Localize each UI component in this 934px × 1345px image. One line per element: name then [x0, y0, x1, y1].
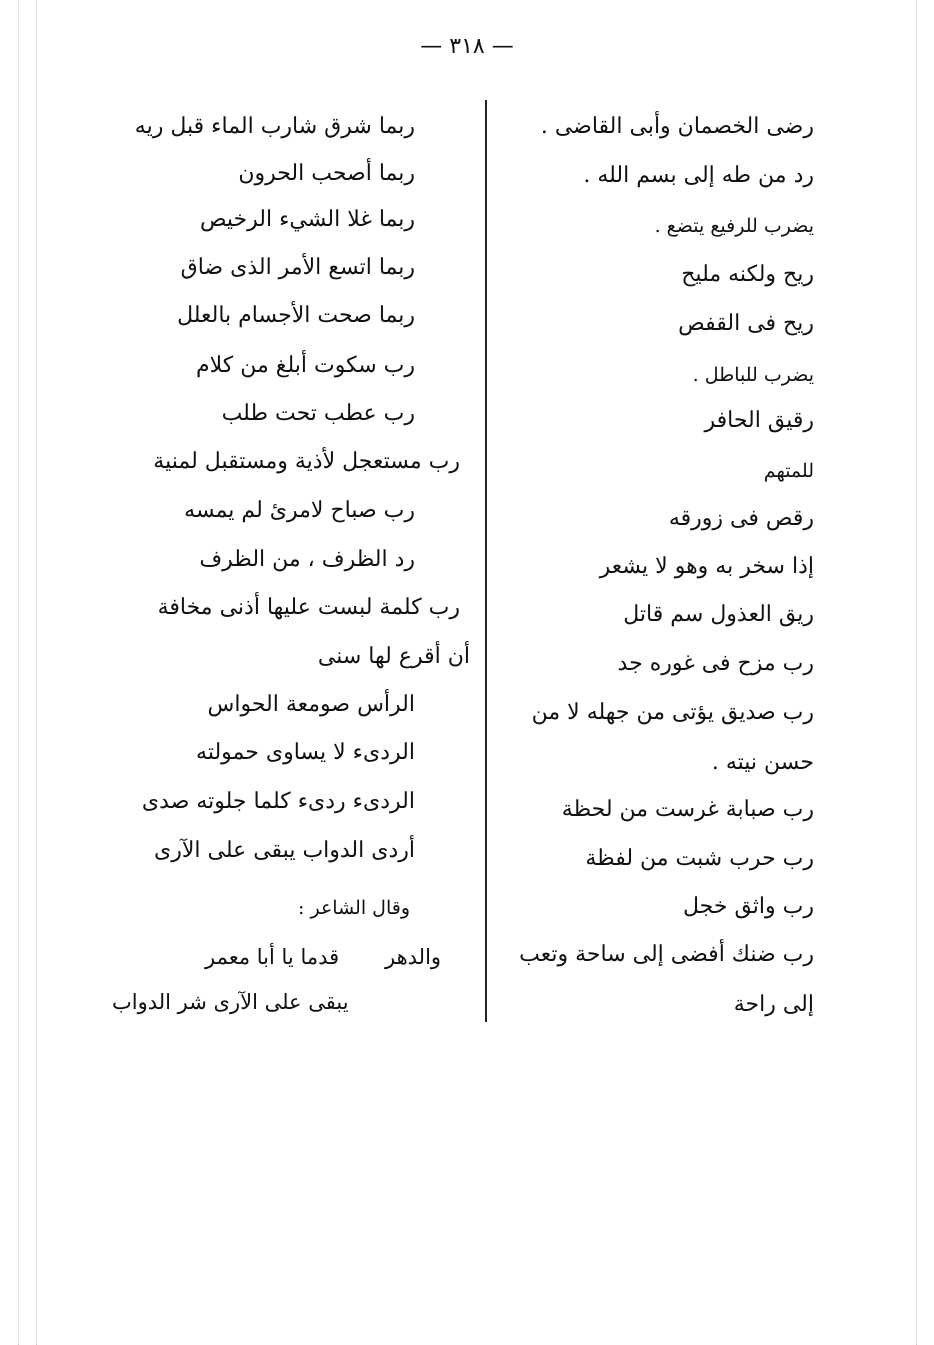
proverb-line: ريق العذول سم قاتل [623, 602, 814, 627]
proverb-line: رب مستعجل لأذية ومستقبل لمنية [153, 449, 460, 474]
explanation-line: يضرب للباطل . [692, 364, 814, 386]
proverb-line: رضى الخصمان وأبى القاضى . [540, 114, 814, 139]
proverb-line: رب واثق خجل [683, 894, 814, 919]
proverb-line: رب كلمة لبست عليها أذنى مخافة [157, 595, 460, 620]
poem-verse-1b: قدما يا أبا معمر [205, 945, 340, 969]
proverb-line: رد الظرف ، من الظرف [199, 547, 415, 572]
proverb-line: ربما غلا الشيء الرخيص [199, 207, 415, 232]
proverb-line: رب عطب تحت طلب [221, 401, 415, 426]
proverb-line: رب صديق يؤتى من جهله لا من [531, 700, 814, 725]
explanation-line: يضرب للرفيع يتضع . [654, 215, 814, 237]
proverb-line: رب صبابة غرست من لحظة [561, 797, 814, 822]
proverb-line: ربما اتسع الأمر الذى ضاق [180, 255, 415, 280]
column-divider [485, 100, 487, 1022]
proverb-line: أن أقرع لها سنى [317, 644, 470, 669]
proverb-line: إلى راحة [733, 992, 814, 1017]
proverb-line: رب صباح لامرئ لم يمسه [184, 498, 415, 523]
explanation-line: للمتهم [763, 460, 814, 482]
proverb-line: الرأس صومعة الحواس [207, 692, 415, 717]
proverb-line: حسن نيته . [711, 750, 814, 775]
left-column [60, 0, 470, 1040]
proverb-line: ريح ولكنه مليح [681, 262, 814, 287]
right-column [492, 0, 814, 1040]
proverb-line: رب حرب شبت من لفظة [585, 846, 814, 871]
proverb-line: ربما أصحب الحرون [238, 161, 415, 186]
proverb-line: ربما شرق شارب الماء قبل ريه [134, 114, 415, 139]
page-number: — ٣١٨ — [420, 34, 514, 59]
proverb-line: رب ضنك أفضى إلى ساحة وتعب [519, 942, 814, 967]
proverb-line: أردى الدواب يبقى على الآرى [153, 838, 415, 863]
proverb-line: رب مزح فى غوره جد [617, 651, 814, 676]
proverb-line: رد من طه إلى بسم الله . [583, 163, 814, 188]
poet-intro: وقال الشاعر : [298, 897, 410, 919]
proverb-line: رب سكوت أبلغ من كلام [196, 353, 415, 378]
poem-verse-2: يبقى على الآرى شر الدواب [112, 990, 349, 1014]
proverb-line: رقص فى زورقه [668, 506, 814, 531]
proverb-line: رقيق الحافر [704, 408, 814, 433]
proverb-line: ريح فى القفص [678, 311, 814, 336]
proverb-line: ربما صحت الأجسام بالعلل [177, 303, 415, 328]
proverb-line: الردىء ردىء كلما جلوته صدى [141, 789, 415, 814]
explanation-line: إذا سخر به وهو لا يشعر [599, 554, 814, 579]
proverb-line: الردىء لا يساوى حمولته [196, 740, 415, 765]
poem-verse-1a: والدهر [385, 945, 442, 969]
